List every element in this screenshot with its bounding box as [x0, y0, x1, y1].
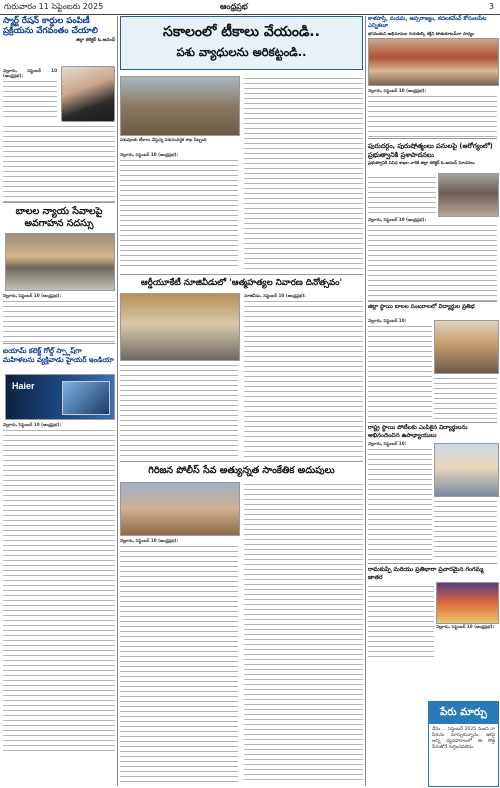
article-headline: ఐయామ్ కలెక్ట్ గోల్డ్ స్ప్లాష్‌గా మహిళలను వ్యక్తివాడు హైయర్ ఇండియా: [3, 347, 114, 364]
article-body-text: [434, 499, 497, 561]
meeting-photo: [368, 38, 499, 86]
vaccination-banner: [120, 16, 363, 70]
article-body-text: [244, 299, 363, 457]
article-body-text: [368, 584, 434, 660]
article-police: [120, 461, 363, 788]
article-headline: పురుదర్గం, పురుషోత్మంలు పనులపై (ఆరోగ్యంలో) ప్రభుత్వానికి ప్రశాపాదనలు: [368, 142, 493, 159]
festival-photo: [436, 582, 499, 624]
article-headline: రాష్ట్ర స్థాయి పోటీలకు ఎంపికైన విద్యార్థులను అభినందించిన ఉపాధ్యాయులు: [368, 425, 468, 439]
article-headline: బాలల న్యాయ సేవాలపై అవగాహన సదస్సు: [15, 206, 103, 229]
article-body-text: [368, 175, 436, 215]
article-body-text: [3, 79, 57, 119]
header-page-number: 3: [488, 2, 494, 11]
students-photo: [434, 320, 499, 374]
article-dateline: నెల్లూరు, సెప్టెంబర్ 10 (ఆంధ్రప్రభ):: [436, 624, 495, 629]
article-child-legal-awareness: [3, 202, 115, 343]
notice-title-bar: [429, 702, 498, 724]
article-body-text: [3, 124, 115, 202]
article-body-text: [120, 544, 238, 784]
article-haier: [3, 343, 115, 754]
article-body-text: [368, 223, 497, 301]
article-dateline: నెల్లూరు, సెప్టెంబర్ 10:: [368, 441, 407, 446]
tv-screen-graphic: [62, 381, 110, 415]
article-dateline: నెల్లూరు, సెప్టెంబర్ 10 (ఆంధ్రప్రభ):: [3, 68, 57, 79]
article-dateline: నూజివీడు, సెప్టెంబర్ 10 (ఆంధ్రప్రభ):: [244, 293, 306, 298]
article-collector-review: [368, 138, 497, 301]
banner-line-2: పశు వ్యాధులను అరికట్టండి..: [176, 45, 307, 59]
article-dateline: నెల్లూరు, సెప్టెంబర్ 10 (ఆంధ్రప్రభ):: [120, 152, 179, 157]
article-dateline: నెల్లూరు, సెప్టెంబర్ 10 (ఆంధ్రప్రభ):: [3, 422, 62, 427]
article-headline: రామకుప్పి మరియు ప్రతిభారా ప్రచారమైన గంగమ్మ జాతర: [368, 566, 484, 581]
article-rguket: [120, 274, 363, 461]
article-headline: స్మార్ట్ రేషన్ కార్డుల పంపిణీ ప్రక్రియను వేగవంతం చేయాలి: [3, 16, 98, 36]
banner-line-1: సకాలంలో టీకాలు వేయండి..: [163, 24, 320, 40]
article-subheadline: ప్రభుత్వానికి వివిధ శాఖల వారికి జిల్లా కలెక్టర్ ఓ.ఆనంద్ సూచనలు: [368, 160, 475, 165]
article-body-text: [368, 94, 497, 138]
article-smart-ration: [3, 16, 115, 202]
article-headline: కాళహస్తి, మడమ, అప్సరాజ్యం, కదలకమేచ్ కోసంలపేట ఎన్నికలూ: [368, 16, 487, 29]
column-divider: [117, 16, 118, 786]
article-student-talent: [368, 301, 497, 422]
seminar-photo: [5, 233, 115, 291]
haier-logo: Haier: [12, 381, 35, 391]
collector-photo: [61, 66, 115, 122]
notice-body: నేను ... సెప్టెంబర్ 2025 నుంచి నా పేరును మార్చుకున్నాను. ఇకపై అన్ని వ్యవహారాలలో ఈ కొత్త పేరుతోనే గుర్తించవలెను.: [432, 727, 495, 750]
event-photo: [120, 293, 240, 361]
notice-title: పేరు మార్పు: [440, 707, 487, 718]
officials-photo: [438, 173, 499, 217]
article-body-text: [368, 324, 432, 420]
article-body-text: [3, 428, 115, 754]
column-divider: [365, 16, 366, 786]
header-date: గురువారం 11 సెప్టెంబరు 2025: [4, 2, 104, 11]
article-body-text: [244, 482, 363, 784]
haier-ad-photo: [5, 374, 115, 420]
article-body-text: [3, 299, 115, 343]
article-headline: జిల్లా స్థాయి బాలల సంబరాలలో విద్యార్థుల ప్రతిభ: [368, 304, 475, 310]
header-paper-name: ఆంధ్రప్రభ: [220, 2, 248, 11]
page-header: [0, 0, 500, 15]
article-elections: [368, 16, 497, 138]
article-body-text: [120, 363, 238, 457]
vaccination-photo: [120, 76, 240, 136]
article-dateline: నెల్లూరు, సెప్టెంబర్ 10 (ఆంధ్రప్రభ):: [368, 217, 427, 222]
article-subheadline: భగవంతుని అభిమానుల గురుకుల్కి శక్తిని తాతుకూటమ్‌గా సాధ్యం: [368, 31, 475, 36]
article-state-level: [368, 422, 497, 563]
article-body-text: [244, 76, 363, 270]
article-subheadline: జిల్లా కలెక్టర్ ఓ.ఆనంద్: [76, 38, 115, 43]
article-dateline: నెల్లూరు, సెప్టెంబర్ 10:: [368, 318, 407, 323]
name-change-notice: [428, 701, 499, 787]
article-body-text: [434, 376, 497, 420]
article-festival: [368, 563, 497, 662]
article-headline: ఆర్డీయూకేటీ నూజివీడులో 'ఆత్మహత్యల నివారణ దినోత్సవం': [140, 278, 343, 288]
article-body-text: [120, 158, 238, 270]
winners-photo: [434, 443, 499, 497]
article-dateline: నెల్లూరు, సెప్టెంబర్ 10 (ఆంధ్రప్రభ):: [120, 538, 179, 543]
photo-caption: పశువులకు టీకాలు వేస్తున్న పశుసంవర్ధక శాఖ సిబ్బంది: [120, 137, 207, 142]
article-dateline: నెల్లూరు, సెప్టెంబర్ 10 (ఆంధ్రప్రభ):: [368, 88, 427, 93]
article-headline: గిరిజన పోలీస్ సేవ అత్యున్నత సాంకేతిక అదుపులు: [148, 465, 335, 476]
article-dateline: నెల్లూరు, సెప్టెంబర్ 10 (ఆంధ్రప్రభ):: [3, 293, 62, 298]
police-event-photo: [120, 482, 240, 536]
middle-column: [120, 16, 363, 788]
right-column: [368, 16, 497, 750]
article-body-text: [368, 447, 432, 561]
left-column: [3, 16, 115, 754]
